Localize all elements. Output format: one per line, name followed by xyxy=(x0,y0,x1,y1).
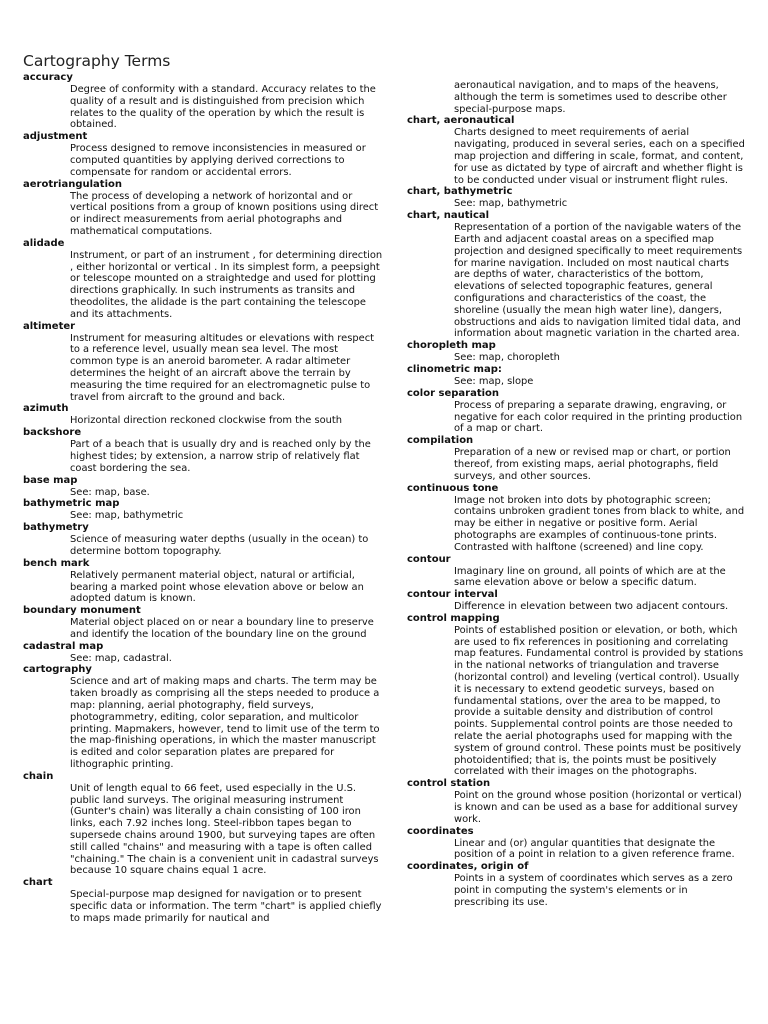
glossary-definition: Imaginary line on ground, all points of which are at the same elevation above or below a specific datum. xyxy=(454,565,726,589)
glossary-term: clinometric map: xyxy=(407,363,502,375)
glossary-entry xyxy=(23,179,383,238)
glossary-term: contour xyxy=(407,553,451,565)
glossary-entry xyxy=(407,589,745,613)
glossary-definition: Relatively permanent material object, natural or artificial, bearing a marked point whose elevation above or below an adopted datum is known. xyxy=(70,569,364,605)
glossary-term: coordinates xyxy=(407,825,474,837)
glossary-term: compilation xyxy=(407,435,474,447)
glossary-term: aerotriangulation xyxy=(23,178,122,190)
glossary-entry xyxy=(23,321,383,404)
glossary-term: chart, aeronautical xyxy=(407,115,515,127)
page-title: Cartography Terms xyxy=(23,52,171,71)
glossary-definition: Charts designed to meet requirements of aerial navigating, produced in several series, each on a specified map projection and differing in scale, format, and content, for use as dictated by type of aircraft and whether flight is to be conducted under visual or instrument flight rules. xyxy=(454,127,745,186)
glossary-term: continuous tone xyxy=(407,482,499,494)
glossary-term: adjustment xyxy=(23,131,88,143)
glossary-entry xyxy=(23,238,383,321)
glossary-definition: Instrument for measuring altitudes or elevations with respect to a reference level, usually mean sea level. The most common type is an aneroid barometer. A radar altimeter determines the height of an aircraft above the terrain by measuring the time required for an electromagnetic pulse to travel from aircraft to the ground and back. xyxy=(70,332,375,403)
glossary-term: altimeter xyxy=(23,320,76,332)
glossary-entry xyxy=(407,388,745,435)
glossary-entry xyxy=(23,558,383,605)
glossary-definition: Representation of a portion of the navigable waters of the Earth and adjacent coastal areas on a specified map projection and designed specifically to meet requirements for marine navigation. Included on most nautical charts are depths of water, characteristics of the bottom, elevations of selected topographic features, general configurations and characteristics of the coast, the shoreline (usually the mean high water line), dangers, obstructions and aids to navigation limited tidal data, and information about magnetic variation in the charted area. xyxy=(454,222,743,340)
glossary-definition: Special-purpose map designed for navigation or to present specific data or information. The term "chart" is applied chiefly to maps made primarily for nautical and xyxy=(70,889,382,924)
glossary-entry xyxy=(407,483,745,554)
glossary-definition: Instrument, or part of an instrument , for determining direction , either horizontal or vertical . In its simplest form, a peepsight or telescope mounted on a straightedge and used for plotting directions graphically. In such instruments as transits and theodolites, the alidade is the part containing the telescope and its attachments. xyxy=(70,249,383,320)
glossary-term: chart, nautical xyxy=(407,210,490,222)
continued-definition: aeronautical navigation, and to maps of the heavens, although the term is sometimes used to describe other special-purpose maps. xyxy=(454,80,727,115)
glossary-definition: The process of developing a network of horizontal and or vertical positions from a group of known positions using direct or indirect measurements from aerial photographs and mathematical computations. xyxy=(70,190,379,237)
glossary-term: alidade xyxy=(23,237,65,249)
glossary-entry xyxy=(407,340,745,364)
glossary-entry xyxy=(407,826,745,862)
left-column xyxy=(23,72,383,925)
glossary-term: cartography xyxy=(23,664,92,676)
glossary-term: color separation xyxy=(407,387,500,399)
glossary-term: bathymetry xyxy=(23,522,89,534)
glossary-entry xyxy=(23,641,383,665)
glossary-term: bench mark xyxy=(23,557,90,569)
glossary-definition: Science and art of making maps and charts. The term may be taken broadly as comprising all the steps needed to produce a map: planning, aerial photography, field surveys, photogrammetry, editing, color separation, and multicolor printing. Mapmakers, however, tend to limit use of the term to the map-finishing operations, in which the master manuscript is edited and color separation plates are prepared for lithographic printing. xyxy=(70,676,380,771)
glossary-definition: Preparation of a new or revised map or chart, or portion thereof, from existing maps, aerial photographs, field surveys, and other sources. xyxy=(454,447,731,482)
glossary-definition: See: map, bathymetric xyxy=(454,198,568,210)
glossary-definition: Linear and (or) angular quantities that designate the position of a point in relation to a given reference frame. xyxy=(454,837,735,861)
glossary-entry xyxy=(407,435,745,482)
glossary-entry xyxy=(23,427,383,474)
glossary-entry xyxy=(23,131,383,178)
glossary-entry xyxy=(23,403,383,427)
glossary-term: bathymetric map xyxy=(23,498,120,510)
glossary-entry xyxy=(23,475,383,499)
glossary-definition: Points in a system of coordinates which serves as a zero point in computing the system's elements or in prescribing its use. xyxy=(454,873,733,908)
glossary-definition: Science of measuring water depths (usually in the ocean) to determine bottom topography. xyxy=(70,534,369,557)
glossary-definition: See: map, base. xyxy=(70,486,150,498)
glossary-term: chart, bathymetric xyxy=(407,186,513,198)
glossary-entry xyxy=(23,664,383,770)
glossary-entry xyxy=(23,877,383,924)
glossary-definition: See: map, slope xyxy=(454,375,534,387)
glossary-definition: Point on the ground whose position (horizontal or vertical) is known and can be used as a base for additional survey work. xyxy=(454,790,742,825)
glossary-entry xyxy=(407,115,745,186)
glossary-term: choropleth map xyxy=(407,340,496,352)
glossary-term: cadastral map xyxy=(23,640,104,652)
glossary-term: control mapping xyxy=(407,612,500,624)
right-column xyxy=(407,80,745,909)
glossary-term: contour interval xyxy=(407,589,498,601)
glossary-definition: Degree of conformity with a standard. Accuracy relates to the quality of a result and is distinguished from precision which relates to the quality of the operation by which the result is obtained. xyxy=(70,84,376,131)
glossary-entry xyxy=(407,186,745,210)
glossary-definition: See: map, cadastral. xyxy=(70,652,172,664)
glossary-term: azimuth xyxy=(23,403,69,415)
glossary-definition: Points of established position or elevation, or both, which are used to fix references in positioning and correlating map features. Fundamental control is provided by stations in the national networks of triangulation and traverse (horizontal control) and leveling (vertical control). Usually it is necessary to extend geodetic surveys, based on fundamental stations, over the area to be mapped, to provide a suitable density and distribution of control points. Supplemental control points are those needed to relate the aerial photographs used for mapping with the system of ground control. These points must be positively photoidentified; that is, the points must be positively correlated with their images on the photographs. xyxy=(454,624,744,778)
glossary-definition: See: map, choropleth xyxy=(454,352,560,364)
glossary-entry xyxy=(23,771,383,877)
glossary-term: accuracy xyxy=(23,72,73,83)
glossary-definition: Process of preparing a separate drawing, engraving, or negative for each color required in the printing production of a map or chart. xyxy=(454,399,743,435)
glossary-term: chain xyxy=(23,770,54,782)
glossary-definition: Unit of length equal to 66 feet, used especially in the U.S. public land surveys. The original measuring instrument (Gunter's chain) was literally a chain consisting of 100 iron links, each 7.92 inches long. Steel-ribbon tapes began to supersede chains around 1900, but surveying tapes are often still called "chains" and measuring with a tape is often called "chaining." The chain is a convenient unit in cadastral surveys because 10 square chains equal 1 acre. xyxy=(70,782,379,877)
glossary-term: chart xyxy=(23,877,53,889)
glossary-definition: Process designed to remove inconsistencies in measured or computed quantities by applying derived corrections to compensate for random or accidental errors. xyxy=(70,143,366,178)
glossary-term: control station xyxy=(407,778,491,790)
glossary-term: coordinates, origin of xyxy=(407,861,529,873)
glossary-definition: Part of a beach that is usually dry and is reached only by the highest tides; by extension, a narrow strip of relatively flat coast bordering the sea. xyxy=(70,439,371,474)
glossary-entry xyxy=(407,778,745,825)
glossary-entry xyxy=(23,72,383,131)
glossary-definition: Material object placed on or near a boundary line to preserve and identify the location of the boundary line on the ground xyxy=(70,617,374,640)
glossary-definition: See: map, bathymetric xyxy=(70,510,184,522)
glossary-entry xyxy=(23,498,383,522)
glossary-term: boundary monument xyxy=(23,605,141,617)
glossary-definition: Horizontal direction reckoned clockwise from the south xyxy=(70,415,343,427)
glossary-entry xyxy=(23,605,383,641)
glossary-entry xyxy=(23,522,383,558)
glossary-entry xyxy=(407,364,745,388)
glossary-definition: Image not broken into dots by photographic screen; contains unbroken gradient tones from black to white, and may be either in negative or positive form. Aerial photographs are examples of continuous-tone prints. Contrasted with halftone (screened) and line copy. xyxy=(454,494,745,553)
glossary-entry xyxy=(407,210,745,340)
glossary-term: backshore xyxy=(23,427,82,439)
glossary-entry xyxy=(407,554,745,590)
glossary-entry xyxy=(407,613,745,778)
glossary-term: base map xyxy=(23,474,78,486)
glossary-definition: Difference in elevation between two adjacent contours. xyxy=(454,601,729,613)
glossary-entry xyxy=(407,861,745,908)
